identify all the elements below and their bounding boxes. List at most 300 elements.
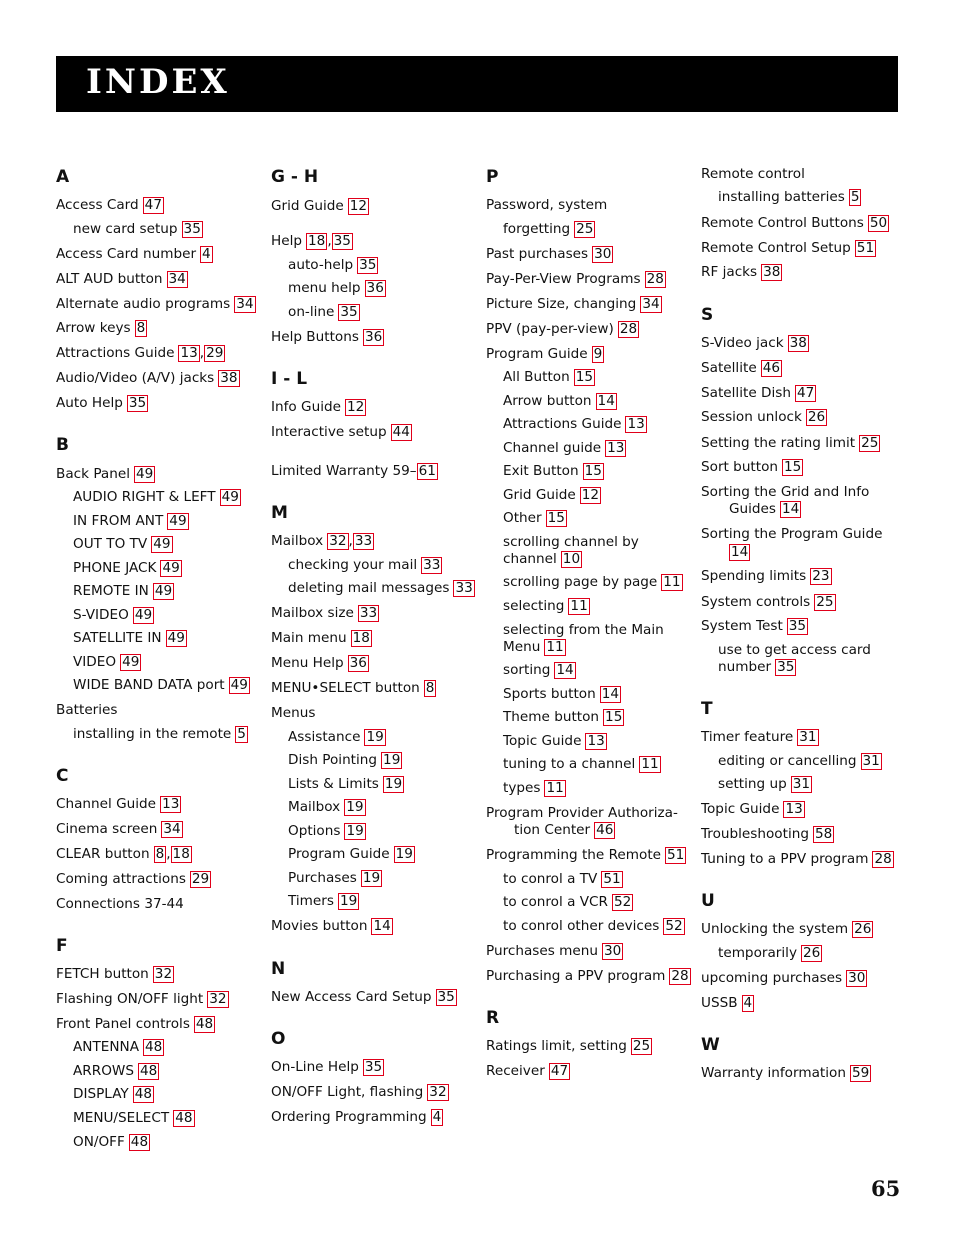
index-entry	[701, 264, 782, 281]
page-link[interactable]: 28	[671, 968, 689, 984]
page-link[interactable]: 48	[195, 1016, 214, 1032]
index-entry	[271, 1109, 443, 1126]
page-link[interactable]: 12	[349, 198, 368, 214]
page-link[interactable]: 61	[418, 463, 436, 479]
page-link[interactable]: 15	[784, 459, 802, 475]
page-link[interactable]: 35	[128, 395, 147, 411]
section-letter: I - L	[271, 369, 308, 389]
page-link[interactable]: 9	[593, 346, 603, 362]
entry-label: temporarily	[718, 945, 797, 961]
index-entry	[486, 246, 613, 263]
page-link[interactable]: 34	[168, 271, 186, 287]
entry-label: Remote control	[701, 166, 805, 182]
entry-label: Connections 37-44	[56, 896, 184, 912]
entry-label: Password, system	[486, 197, 608, 213]
page-link[interactable]: 34	[642, 296, 660, 312]
page-link[interactable]: 48	[145, 1039, 163, 1055]
entry-label: Timers	[288, 893, 334, 909]
entry-label: Topic Guide	[503, 733, 582, 749]
page-title: INDEX	[86, 62, 230, 102]
entry-label: Alternate audio programs	[56, 296, 231, 312]
entry-label: DISPLAY	[73, 1086, 129, 1102]
header-bar	[56, 56, 898, 112]
entry-label: System controls	[701, 594, 811, 610]
page-link[interactable]: 49	[162, 560, 180, 576]
page-link[interactable]: 48	[130, 1134, 149, 1150]
index-subentry	[503, 598, 590, 615]
entry-label: Interactive setup	[271, 424, 387, 440]
index-subentry	[718, 776, 812, 793]
page-link[interactable]: 32	[429, 1084, 447, 1100]
index-entry	[701, 409, 827, 426]
entry-label: Remote Control Setup	[701, 240, 851, 256]
index-entry	[271, 705, 315, 722]
page-link[interactable]: 30	[594, 246, 612, 262]
entry-label: S-Video jack	[701, 335, 784, 351]
page-link[interactable]: 47	[550, 1063, 569, 1079]
entry-label: Menu Help	[271, 655, 344, 671]
page-link[interactable]: 34	[163, 821, 181, 837]
page-link[interactable]: 32	[209, 991, 227, 1007]
entry-label: Help	[271, 233, 302, 249]
index-subentry	[503, 463, 604, 480]
page-link[interactable]: 14	[373, 918, 391, 934]
page-link[interactable]: 14	[782, 501, 800, 517]
entry-label: to conrol a TV	[503, 871, 598, 887]
page-link[interactable]: 52	[665, 918, 683, 934]
index-entry	[56, 466, 155, 483]
page-link[interactable]: 11	[546, 780, 564, 796]
index-subentry	[73, 607, 154, 624]
page-link[interactable]: 25	[816, 594, 834, 610]
page-link[interactable]: 19	[346, 823, 364, 839]
page-link[interactable]: 15	[605, 709, 623, 725]
page-link[interactable]: 59	[851, 1065, 870, 1081]
page-link[interactable]: 13	[180, 345, 198, 361]
page-link[interactable]: 8	[136, 320, 146, 336]
index-subentry	[73, 1039, 164, 1056]
index-entry	[56, 345, 225, 362]
index-subentry	[503, 709, 624, 726]
page-link[interactable]: 33	[455, 580, 473, 596]
index-subentry	[503, 369, 595, 386]
entry-label: Attractions Guide	[56, 345, 175, 361]
index-entry	[701, 459, 803, 476]
page-link[interactable]: 19	[339, 893, 358, 909]
entry-label: Front Panel controls	[56, 1016, 190, 1032]
page-link[interactable]: 11	[663, 574, 681, 590]
index-entry	[486, 197, 607, 214]
page-link[interactable]: 19	[346, 799, 364, 815]
page-link[interactable]: 34	[236, 296, 254, 312]
page-link[interactable]: 38	[220, 370, 238, 386]
entry-label: on-line	[288, 304, 335, 320]
entry-label: IN FROM ANT	[73, 513, 164, 529]
page-link[interactable]: 49	[154, 583, 173, 599]
page-link[interactable]: 48	[134, 1086, 153, 1102]
index-entry	[56, 370, 240, 387]
entry-label: Info Guide	[271, 399, 341, 415]
page-link[interactable]: 26	[854, 921, 872, 937]
index-entry	[56, 197, 164, 214]
index-subentry	[73, 583, 174, 600]
page-link[interactable]: 4	[743, 995, 753, 1011]
page-link[interactable]: 46	[762, 360, 780, 376]
entry-label: Other	[503, 510, 542, 526]
page-link[interactable]: 49	[221, 489, 239, 505]
page-link[interactable]: 19	[395, 846, 413, 862]
index-entry	[486, 271, 666, 288]
page-link[interactable]: 51	[603, 871, 621, 887]
index-entry	[701, 335, 809, 352]
index-subentry	[288, 870, 382, 887]
index-subentry	[503, 686, 621, 703]
section-letter: B	[56, 435, 69, 455]
index-subentry	[503, 894, 633, 911]
page-link[interactable]: 14	[597, 393, 615, 409]
page-link[interactable]: 15	[547, 510, 565, 526]
entry-label: Mailbox	[288, 799, 341, 815]
page-link[interactable]: 26	[803, 945, 821, 961]
section-letter: M	[271, 503, 288, 523]
entry-label: WIDE BAND DATA port	[73, 677, 225, 693]
page-link[interactable]: 49	[122, 654, 140, 670]
entry-label: Session unlock	[701, 409, 802, 425]
page-link[interactable]: 19	[366, 729, 384, 745]
entry-label: Programming the Remote	[486, 847, 662, 863]
page-link[interactable]: 35	[437, 989, 455, 1005]
index-entry	[701, 801, 805, 818]
index-subentry	[503, 918, 685, 935]
page-link[interactable]: 35	[340, 304, 358, 320]
page-link[interactable]: 32	[154, 966, 173, 982]
index-subentry	[718, 642, 871, 659]
page-link[interactable]: 19	[384, 776, 403, 792]
page-link[interactable]: 50	[869, 215, 888, 231]
entry-label: deleting mail messages	[288, 580, 450, 596]
page-link[interactable]: 25	[632, 1038, 651, 1054]
page-link[interactable]: 33	[354, 533, 373, 549]
entry-label: Limited Warranty 59–	[271, 463, 417, 479]
page-link[interactable]: 38	[789, 335, 807, 351]
entry-label: Program Guide	[288, 846, 390, 862]
index-entry	[271, 233, 353, 250]
section-letter: F	[56, 936, 68, 956]
page-link[interactable]: 35	[364, 1059, 383, 1075]
entry-label: VIDEO	[73, 654, 117, 670]
entry-label: to conrol a VCR	[503, 894, 608, 910]
entry-label: sorting	[503, 662, 551, 678]
entry-label: Warranty information	[701, 1065, 846, 1081]
page-link[interactable]: 47	[796, 385, 815, 401]
index-subentry	[73, 726, 248, 743]
page-link[interactable]: 19	[362, 870, 381, 886]
page-link[interactable]: 19	[383, 752, 401, 768]
index-entry	[486, 346, 604, 363]
entry-label: OUT TO TV	[73, 536, 148, 552]
entry-label: ON/OFF Light, flashing	[271, 1084, 424, 1100]
index-subentry	[288, 257, 378, 274]
index-subentry	[73, 221, 203, 238]
page-link[interactable]: 4	[202, 246, 211, 262]
index-subentry	[503, 221, 595, 238]
index-entry	[56, 395, 148, 412]
entry-label: Mailbox	[271, 533, 324, 549]
page-link[interactable]: 30	[603, 943, 622, 959]
entry-label: use to get access card	[718, 642, 871, 658]
entry-label: Sports button	[503, 686, 596, 702]
page-link[interactable]: 18	[172, 846, 190, 862]
index-entry	[56, 1016, 215, 1033]
page-link[interactable]: 11	[570, 598, 588, 614]
page-link[interactable]: 36	[364, 329, 383, 345]
index-subentry	[288, 580, 475, 597]
entry-label: Auto Help	[56, 395, 123, 411]
index-entry	[271, 989, 457, 1006]
page-link[interactable]: 35	[777, 659, 795, 675]
index-subentry	[503, 510, 567, 527]
page-link[interactable]: 31	[862, 753, 880, 769]
page-link[interactable]: 11	[546, 639, 564, 655]
entry-label: Sorting the Program Guide	[701, 526, 883, 542]
page-link[interactable]: 13	[785, 801, 803, 817]
index-subentry	[718, 945, 822, 962]
entry-label: ARROWS	[73, 1063, 134, 1079]
entry-label: Unlocking the system	[701, 921, 849, 937]
page-link[interactable]: 15	[575, 369, 594, 385]
entry-label: Theme button	[503, 709, 600, 725]
index-subentry	[73, 1110, 195, 1127]
section-letter: T	[701, 699, 713, 719]
page-link[interactable]: 31	[799, 729, 817, 745]
page-link[interactable]: 5	[237, 726, 246, 742]
index-entry	[701, 484, 869, 501]
entry-label: PPV (pay-per-view)	[486, 321, 614, 337]
page-link[interactable]: 31	[792, 776, 811, 792]
section-letter: C	[56, 766, 69, 786]
index-entry	[701, 166, 805, 183]
page-link[interactable]: 8	[425, 680, 435, 696]
page-link[interactable]: 35	[788, 618, 807, 634]
page-link[interactable]: 33	[423, 557, 441, 573]
entry-label: selecting from the Main Menu	[503, 622, 664, 655]
index-subentry	[503, 622, 673, 656]
index-entry	[701, 240, 876, 257]
page-link[interactable]: 33	[359, 605, 378, 621]
entry-label: Topic Guide	[701, 801, 780, 817]
index-entry	[701, 360, 782, 377]
entry-label: auto-help	[288, 257, 354, 273]
entry-label: Setting the rating limit	[701, 435, 856, 451]
page-link[interactable]: 18	[308, 233, 326, 249]
page-link[interactable]: 48	[139, 1063, 158, 1079]
index-subentry	[73, 536, 173, 553]
entry-label: Tuning to a PPV program	[701, 851, 869, 867]
entry-label: Options	[288, 823, 341, 839]
entry-label: Channel guide	[503, 440, 602, 456]
index-subentry	[73, 654, 141, 671]
page-link[interactable]: 35	[359, 257, 377, 273]
page-link[interactable]: 29	[206, 345, 224, 361]
index-subentry	[288, 799, 366, 816]
page-link[interactable]: 28	[619, 321, 638, 337]
entry-label: Channel Guide	[56, 796, 157, 812]
index-entry	[701, 618, 808, 635]
entry-label: scrolling page by page	[503, 574, 658, 590]
page-link[interactable]: 18	[352, 630, 370, 646]
entry-label: USSB	[701, 995, 738, 1011]
page-link[interactable]: 13	[587, 733, 605, 749]
entry-label: Sort button	[701, 459, 779, 475]
entry-label: Movies button	[271, 918, 368, 934]
entry-label: System Test	[701, 618, 783, 634]
entry-label: Guides	[729, 501, 777, 517]
entry-label: Assistance	[288, 729, 361, 745]
page-link[interactable]: 23	[812, 568, 830, 584]
entry-label: Access Card	[56, 197, 139, 213]
index-entry	[486, 1063, 570, 1080]
section-letter: O	[271, 1029, 286, 1049]
index-entry	[271, 399, 366, 416]
index-subentry	[288, 557, 442, 574]
index-subentry	[503, 871, 623, 888]
page-link[interactable]: 25	[861, 435, 879, 451]
entry-label: Ordering Programming	[271, 1109, 427, 1125]
entry-label: Batteries	[56, 702, 118, 718]
page-link[interactable]: 10	[562, 551, 581, 567]
entry-label: Program Provider Authoriza-	[486, 805, 678, 821]
page-link[interactable]: 29	[191, 871, 210, 887]
index-entry	[486, 847, 686, 864]
entry-label: Arrow button	[503, 393, 592, 409]
entry-label: Coming attractions	[56, 871, 186, 887]
page-link[interactable]: 14	[731, 544, 749, 560]
index-subentry	[503, 662, 576, 679]
index-entry	[701, 826, 834, 843]
index-entry	[56, 271, 188, 288]
page-link[interactable]: 46	[596, 822, 614, 838]
index-subentry	[288, 304, 360, 321]
section-letter: A	[56, 167, 70, 187]
index-entry	[271, 463, 438, 480]
page-link[interactable]: 25	[576, 221, 594, 237]
index-entry	[56, 896, 184, 913]
index-subentry	[288, 823, 366, 840]
entry-label: Back Panel	[56, 466, 130, 482]
index-entry	[56, 846, 192, 863]
index-entry	[486, 943, 623, 960]
page-link[interactable]: 49	[169, 513, 187, 529]
page-link[interactable]: 38	[763, 264, 781, 280]
index-entry	[701, 385, 816, 402]
entry-label: Flashing ON/OFF light	[56, 991, 204, 1007]
page-link[interactable]: 5	[850, 189, 860, 205]
page-link[interactable]: 28	[646, 271, 664, 287]
entry-label: Attractions Guide	[503, 416, 622, 432]
entry-label: Troubleshooting	[701, 826, 809, 842]
page-link[interactable]: 49	[134, 607, 153, 623]
page-link[interactable]: 47	[144, 197, 162, 213]
entry-label: Past purchases	[486, 246, 589, 262]
entry-label: setting up	[718, 776, 787, 792]
index-entry	[701, 995, 754, 1012]
index-entry	[701, 921, 873, 938]
entry-label: Receiver	[486, 1063, 545, 1079]
page-link[interactable]: 51	[667, 847, 685, 863]
index-entry	[271, 329, 384, 346]
index-entry	[271, 918, 393, 935]
index-subentry	[73, 513, 189, 530]
page-link[interactable]: 30	[848, 970, 866, 986]
page-link[interactable]: 11	[641, 756, 659, 772]
page-link[interactable]: 35	[333, 233, 351, 249]
page-link[interactable]: 49	[136, 466, 154, 482]
index-entry	[486, 1038, 652, 1055]
index-entry	[701, 594, 836, 611]
entry-label: tuning to a channel	[503, 756, 636, 772]
page-link[interactable]: 14	[556, 662, 574, 678]
section-letter: R	[486, 1008, 500, 1028]
entry-label: checking your mail	[288, 557, 418, 573]
entry-label: Pay-Per-View Programs	[486, 271, 641, 287]
page-link[interactable]: 28	[874, 851, 892, 867]
page-link[interactable]: 49	[167, 630, 185, 646]
page-link[interactable]: 12	[346, 399, 365, 415]
entry-label: Remote Control Buttons	[701, 215, 864, 231]
page-link[interactable]: 13	[162, 796, 180, 812]
entry-label: editing or cancelling	[718, 753, 857, 769]
page-link[interactable]: 8	[155, 846, 165, 862]
section-letter: N	[271, 959, 286, 979]
entry-label: ALT AUD button	[56, 271, 163, 287]
page-link[interactable]: 44	[392, 424, 410, 440]
page-link[interactable]: 12	[581, 487, 600, 503]
page-link[interactable]: 32	[329, 533, 347, 549]
page-separator: ,	[327, 233, 332, 249]
index-entry	[271, 1084, 449, 1101]
page-link[interactable]: 14	[601, 686, 620, 702]
page-link[interactable]: 13	[627, 416, 645, 432]
entry-label: Lists & Limits	[288, 776, 379, 792]
page-link[interactable]: 48	[175, 1110, 193, 1126]
page-link[interactable]: 51	[856, 240, 875, 256]
page-link[interactable]: 58	[814, 826, 833, 842]
page-link[interactable]: 49	[153, 536, 171, 552]
page-link[interactable]: 13	[607, 440, 625, 456]
entry-label: CLEAR button	[56, 846, 150, 862]
index-entry	[701, 215, 889, 232]
entry-label: Purchases menu	[486, 943, 598, 959]
page-link[interactable]: 4	[432, 1109, 442, 1125]
page-link[interactable]: 49	[230, 677, 248, 693]
entry-label: Arrow keys	[56, 320, 131, 336]
page-separator: ,	[199, 345, 205, 361]
page-link[interactable]: 26	[807, 409, 826, 425]
entry-label: Picture Size, changing	[486, 296, 637, 312]
entry-label: REMOTE IN	[73, 583, 149, 599]
index-subentry	[73, 630, 187, 647]
entry-label: Grid Guide	[503, 487, 576, 503]
entry-label: selecting	[503, 598, 565, 614]
page-separator: ,	[166, 846, 171, 862]
page-link[interactable]: 36	[349, 655, 367, 671]
index-entry	[56, 871, 211, 888]
page-link[interactable]: 36	[366, 280, 384, 296]
page-link[interactable]: 35	[183, 221, 201, 237]
entry-label: PHONE JACK	[73, 560, 157, 576]
page-link[interactable]: 15	[584, 463, 602, 479]
page-link[interactable]: 52	[613, 894, 632, 910]
